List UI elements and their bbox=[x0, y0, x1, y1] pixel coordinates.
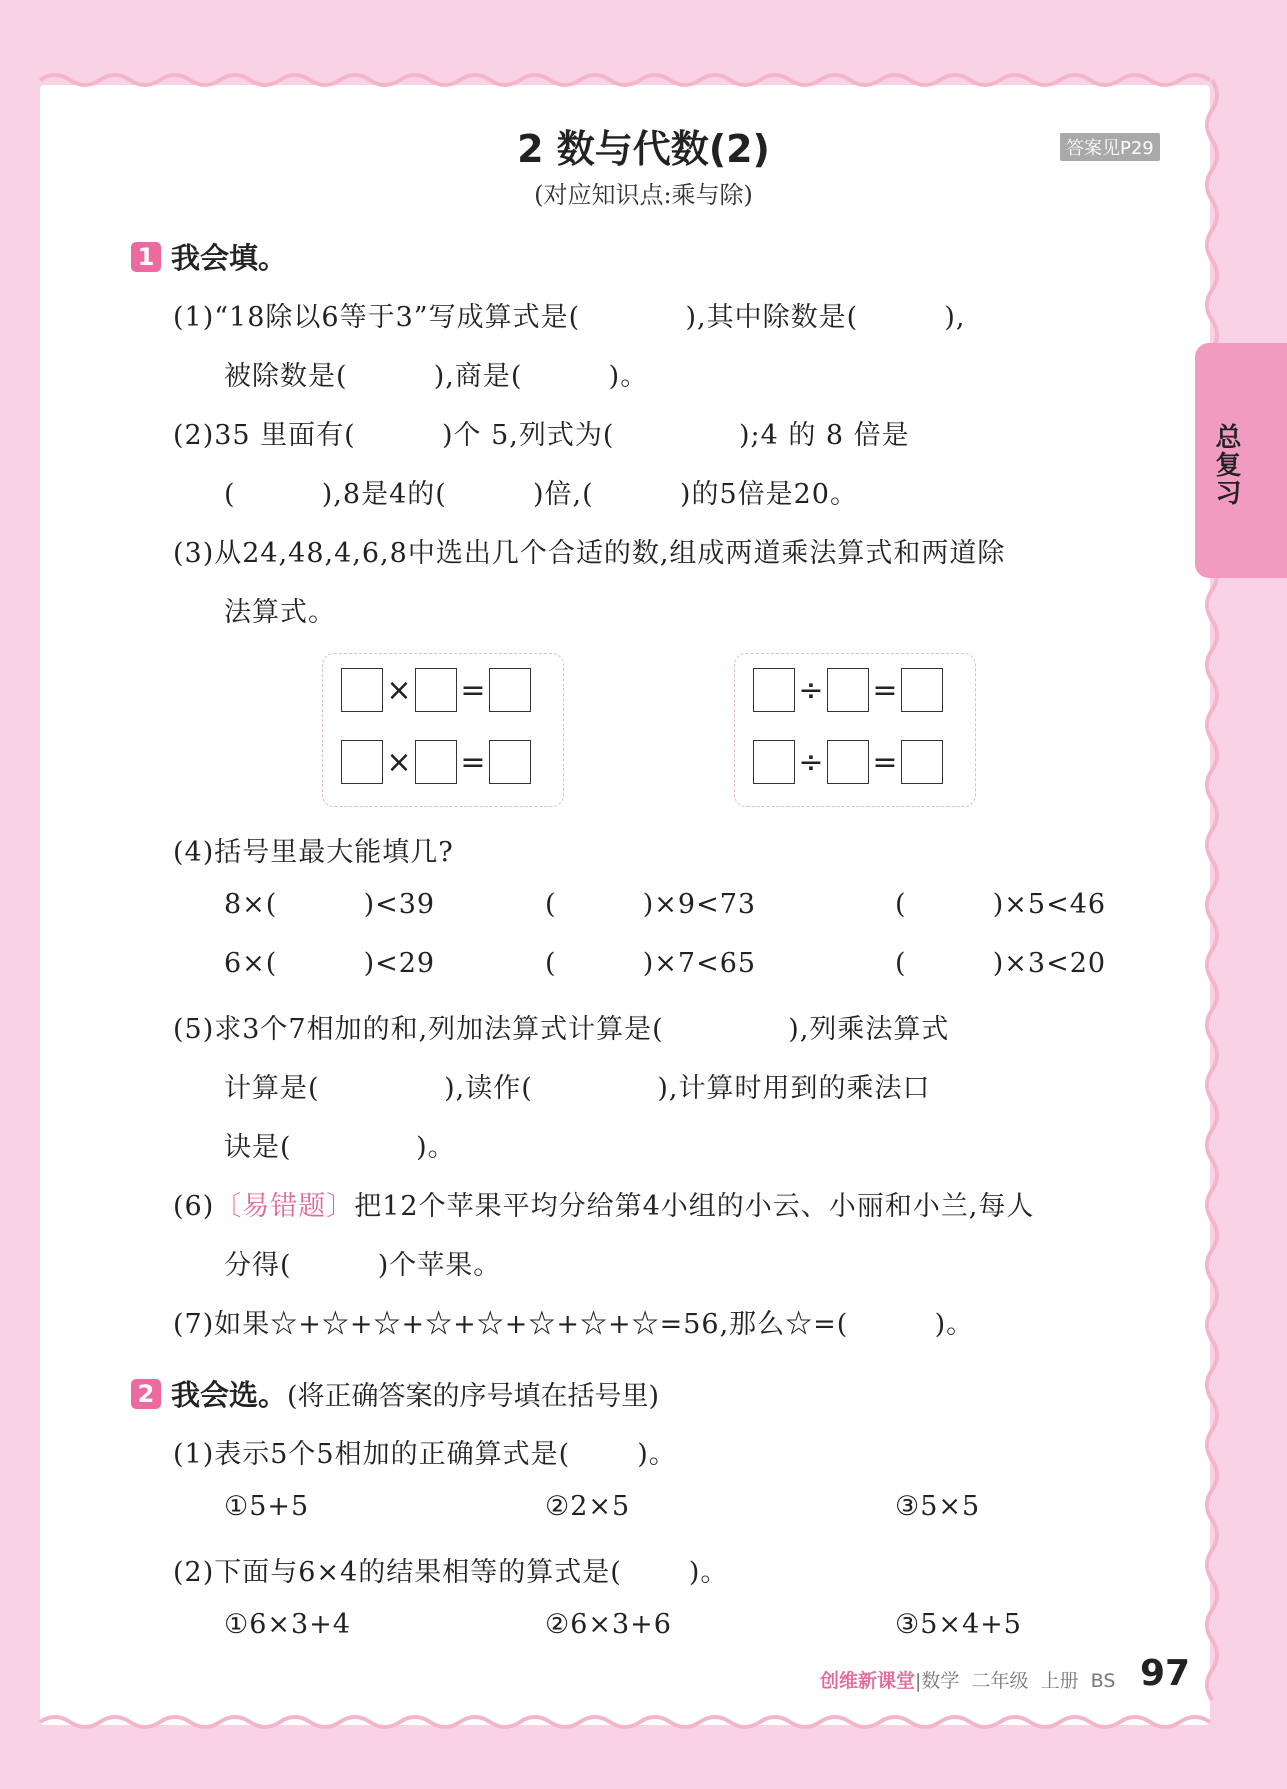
answer-box[interactable] bbox=[341, 740, 383, 784]
divide-sign: ÷ bbox=[798, 672, 824, 708]
multiply-sign: × bbox=[386, 672, 412, 708]
divide-sign: ÷ bbox=[798, 744, 824, 780]
choice-option: ②6×3+6 bbox=[545, 1609, 672, 1640]
q3-line-a: (3)从24,48,4,6,8中选出几个合适的数,组成两道乘法算式和两道除 bbox=[173, 538, 1006, 569]
answer-box[interactable] bbox=[415, 740, 457, 784]
choice-option: ②2×5 bbox=[545, 1491, 631, 1522]
q4-expression: ( )×5<46 bbox=[895, 889, 1107, 920]
section-number-badge: 2 bbox=[131, 1379, 161, 1409]
division-equation-box bbox=[734, 653, 976, 807]
answer-reference-badge: 答案见P29 bbox=[1060, 133, 1160, 161]
q4-expression: ( )×3<20 bbox=[895, 948, 1107, 979]
choice-q2: (2)下面与6×4的结果相等的算式是( )。 bbox=[173, 1557, 729, 1588]
q2-line-b: ( ),8是4的( )倍,( )的5倍是20。 bbox=[224, 479, 858, 510]
multiply-sign: × bbox=[386, 744, 412, 780]
multiplication-equation-box bbox=[322, 653, 564, 807]
answer-box[interactable] bbox=[415, 668, 457, 712]
section-2-heading bbox=[131, 1373, 659, 1414]
book-info: |数学 二年级 上册 BS bbox=[915, 1670, 1116, 1692]
answer-box[interactable] bbox=[341, 668, 383, 712]
equals-sign: = bbox=[460, 672, 486, 708]
choice-option: ①5+5 bbox=[224, 1491, 310, 1522]
q4-expression: ( )×7<65 bbox=[545, 948, 757, 979]
answer-box[interactable] bbox=[753, 668, 795, 712]
q5-line-c: 诀是( )。 bbox=[224, 1132, 456, 1163]
q5-line-b: 计算是( ),读作( ),计算时用到的乘法口 bbox=[224, 1073, 931, 1104]
q2-line-a: (2)35 里面有( )个 5,列式为( );4 的 8 倍是 bbox=[173, 420, 910, 451]
q3-line-b: 法算式。 bbox=[224, 597, 336, 628]
choice-option: ①6×3+4 bbox=[224, 1609, 351, 1640]
q6-line-b: 分得( )个苹果。 bbox=[224, 1250, 502, 1281]
q7-line: (7)如果☆+☆+☆+☆+☆+☆+☆+☆=56,那么☆=( )。 bbox=[173, 1309, 975, 1340]
q5-line-a: (5)求3个7相加的和,列加法算式计算是( ),列乘法算式 bbox=[173, 1014, 950, 1045]
page-title: 2 数与代数(2) bbox=[517, 127, 770, 171]
equals-sign: = bbox=[460, 744, 486, 780]
error-prone-tag: 〔易错题〕 bbox=[214, 1191, 355, 1222]
q4-expression: ( )×9<73 bbox=[545, 889, 757, 920]
q4-line: (4)括号里最大能填几? bbox=[173, 837, 454, 868]
answer-box[interactable] bbox=[827, 740, 869, 784]
answer-box[interactable] bbox=[901, 740, 943, 784]
section-note: (将正确答案的序号填在括号里) bbox=[287, 1381, 660, 1412]
answer-box[interactable] bbox=[753, 740, 795, 784]
brand-name: 创维新课堂 bbox=[820, 1670, 916, 1692]
q4-expression: 6×( )<29 bbox=[224, 948, 436, 979]
answer-box[interactable] bbox=[489, 740, 531, 784]
side-tab-label: 总复习 bbox=[1211, 423, 1241, 507]
footer bbox=[820, 1666, 1115, 1693]
answer-box[interactable] bbox=[827, 668, 869, 712]
choice-option: ③5×5 bbox=[895, 1491, 981, 1522]
equation-row bbox=[341, 740, 531, 784]
equation-row bbox=[753, 740, 943, 784]
q6-number: (6) bbox=[173, 1191, 215, 1222]
page-subtitle: (对应知识点:乘与除) bbox=[534, 181, 753, 209]
q1-line-a: (1)“18除以6等于3”写成算式是( ),其中除数是( ), bbox=[173, 302, 966, 333]
q6-line-a bbox=[173, 1184, 1034, 1223]
choice-q1: (1)表示5个5相加的正确算式是( )。 bbox=[173, 1439, 677, 1470]
answer-box[interactable] bbox=[489, 668, 531, 712]
section-title: 我会选。 bbox=[171, 1378, 288, 1412]
page-number: 97 bbox=[1140, 1653, 1191, 1694]
side-tab bbox=[1195, 343, 1287, 578]
q6-text: 把12个苹果平均分给第4小组的小云、小丽和小兰,每人 bbox=[354, 1191, 1035, 1222]
equation-row bbox=[341, 668, 531, 712]
section-1-heading bbox=[131, 236, 287, 277]
answer-box[interactable] bbox=[901, 668, 943, 712]
q4-expression: 8×( )<39 bbox=[224, 889, 436, 920]
equation-row bbox=[753, 668, 943, 712]
choice-option: ③5×4+5 bbox=[895, 1609, 1022, 1640]
section-number-badge: 1 bbox=[131, 242, 161, 272]
equals-sign: = bbox=[872, 672, 898, 708]
equals-sign: = bbox=[872, 744, 898, 780]
section-title: 我会填。 bbox=[171, 241, 288, 275]
q1-line-b: 被除数是( ),商是( )。 bbox=[224, 361, 649, 392]
